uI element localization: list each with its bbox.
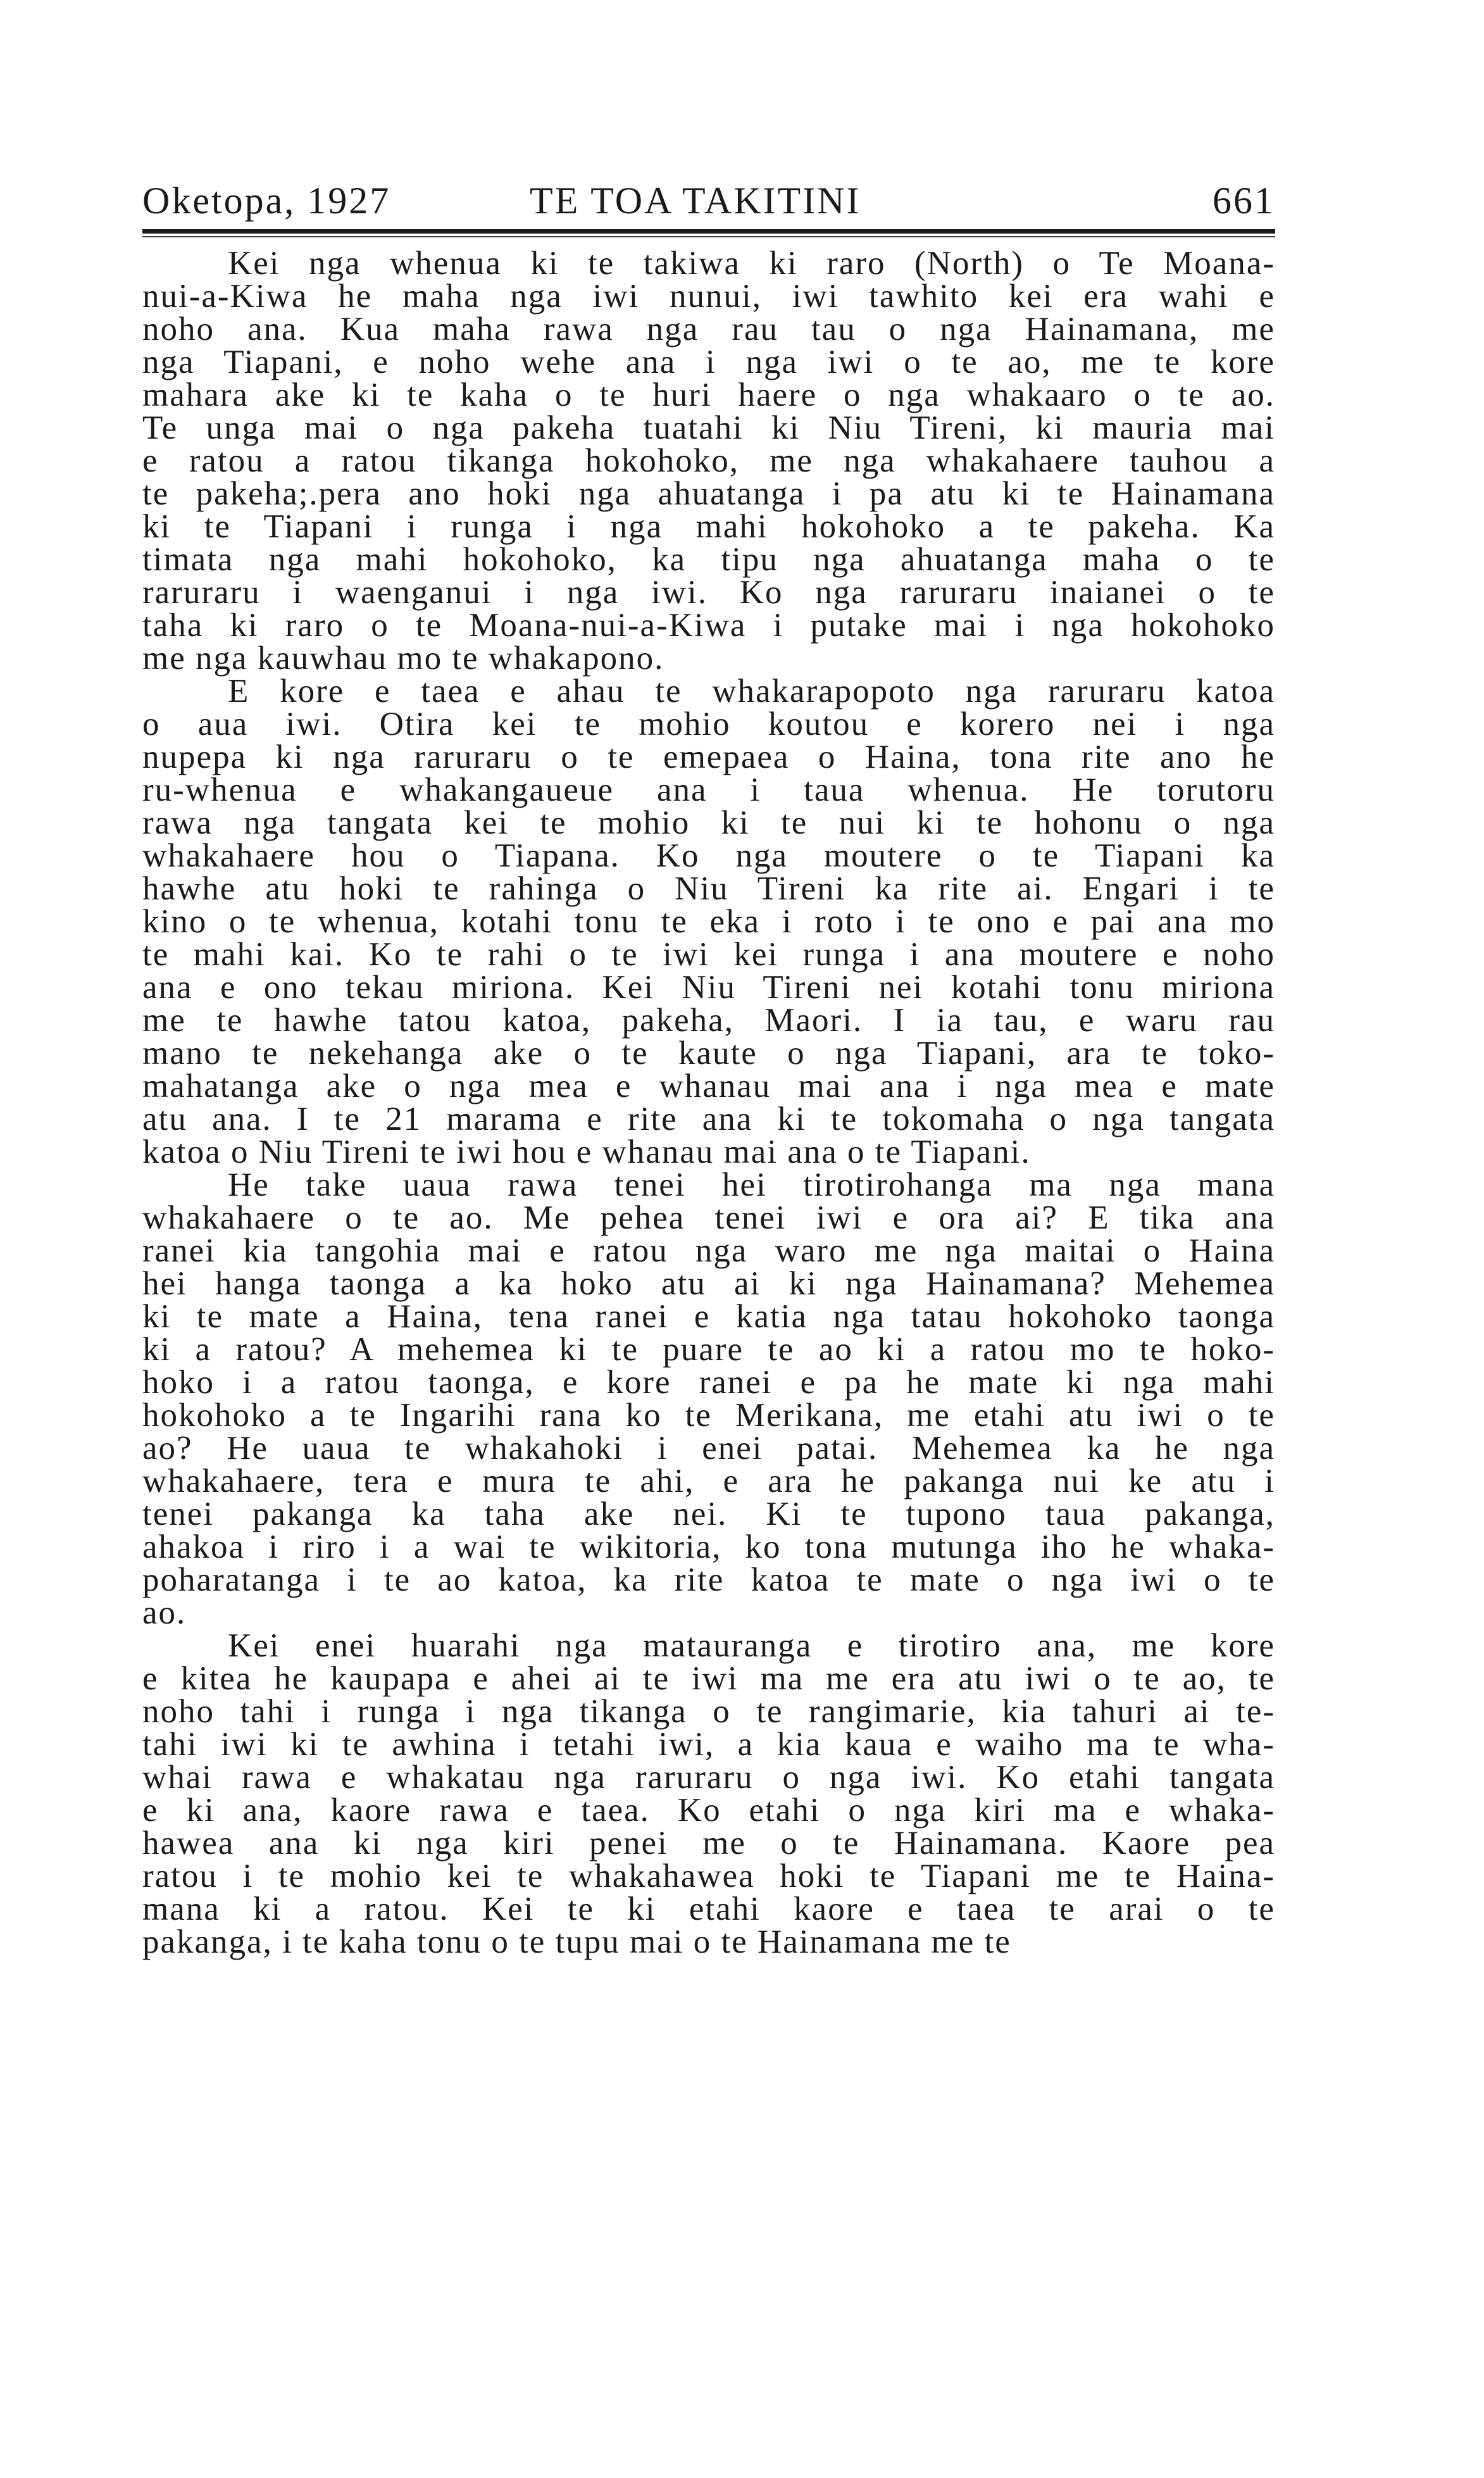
text-line: hoko i a ratou taonga, e kore ranei e pa he mate ki nga mahi — [142, 1364, 1275, 1401]
text-line: timata nga mahi hokohoko, ka tipu nga ahuatanga maha o te — [142, 541, 1275, 578]
text-line: mana ki a ratou. Kei te ki etahi kaore e taea te arai o te — [142, 1891, 1275, 1927]
paragraph — [142, 1629, 1275, 1958]
text-line: raruraru i waenganui i nga iwi. Ko nga raruraru inaianei o te — [142, 574, 1275, 611]
text-line: mahatanga ake o nga mea e whanau mai ana i nga mea e mate — [142, 1068, 1275, 1104]
text-line: whakahaere o te ao. Me pehea tenei iwi e ora ai? E tika ana — [142, 1199, 1275, 1236]
text-line: hawhe atu hoki te rahinga o Niu Tireni ka rite ai. Engari i te — [142, 870, 1275, 907]
text-line: Kei enei huarahi nga matauranga e tirotiro ana, me kore — [228, 1627, 1275, 1664]
text-line: E kore e taea e ahau te whakarapopoto nga raruraru katoa — [228, 673, 1275, 710]
text-line: ahakoa i riro i a wai te wikitoria, ko tona mutunga iho he whaka- — [142, 1529, 1275, 1565]
text-line: hei hanga taonga a ka hoko atu ai ki nga Hainamana? Mehemea — [142, 1265, 1275, 1302]
text-line: te pakeha;.pera ano hoki nga ahuatanga i pa atu ki te Hainamana — [142, 475, 1275, 512]
text-line: poharatanga i te ao katoa, ka rite katoa te mate o nga iwi o te — [142, 1561, 1275, 1598]
text-line: noho tahi i runga i nga tikanga o te rangimarie, kia tahuri ai te- — [142, 1693, 1275, 1730]
text-line: pakanga, i te kaha tonu o te tupu mai o te Hainamana me te — [142, 1924, 1011, 1960]
text-line: ki a ratou? A mehemea ki te puare te ao ki a ratou mo te hoko- — [142, 1331, 1275, 1368]
text-line: rawa nga tangata kei te mohio ki te nui ki te hohonu o nga — [142, 804, 1275, 841]
text-line: He take uaua rawa tenei hei tirotirohanga ma nga mana — [228, 1167, 1275, 1203]
text-line: ranei kia tangohia mai e ratou nga waro me nga maitai o Haina — [142, 1232, 1275, 1269]
header-title: TE TOA TAKITINI — [530, 180, 861, 222]
text-line: ki te Tiapani i runga i nga mahi hokohoko a te pakeha. Ka — [142, 508, 1275, 545]
text-line: ki te mate a Haina, tena ranei e katia nga tatau hokohoko taonga — [142, 1298, 1275, 1335]
text-line: noho ana. Kua maha rawa nga rau tau o nga Hainamana, me — [142, 311, 1275, 347]
article-body — [142, 247, 1275, 1958]
paragraph — [142, 1168, 1275, 1629]
text-line: nga Tiapani, e noho wehe ana i nga iwi o te ao, me te kore — [142, 344, 1275, 380]
text-line: atu ana. I te 21 marama e rite ana ki te tokomaha o nga tangata — [142, 1101, 1275, 1137]
text-line: ao? He uaua te whakahoki i enei patai. Mehemea ka he nga — [142, 1430, 1275, 1467]
text-line: nui-a-Kiwa he maha nga iwi nunui, iwi tawhito kei era wahi e — [142, 278, 1275, 315]
header-date: Oketopa, 1927 — [142, 180, 391, 222]
page-number: 661 — [1213, 180, 1275, 222]
text-line: me nga kauwhau mo te whakapono. — [142, 640, 664, 677]
text-line: Te unga mai o nga pakeha tuatahi ki Niu Tireni, ki mauria mai — [142, 410, 1275, 446]
text-line: ao. — [142, 1594, 187, 1631]
text-line: e ratou a ratou tikanga hokohoko, me nga whakahaere tauhou a — [142, 442, 1275, 479]
text-line: kino o te whenua, kotahi tonu te eka i roto i te ono e pai ana mo — [142, 903, 1275, 940]
text-line: o aua iwi. Otira kei te mohio koutou e korero nei i nga — [142, 706, 1275, 742]
text-line: e ki ana, kaore rawa e taea. Ko etahi o nga kiri ma e whaka- — [142, 1792, 1275, 1829]
text-line: mano te nekehanga ake o te kaute o nga Tiapani, ara te toko- — [142, 1035, 1275, 1072]
text-line: tahi iwi ki te awhina i tetahi iwi, a kia kaua e waiho ma te wha- — [142, 1726, 1275, 1763]
text-line: whakahaere, tera e mura te ahi, e ara he pakanga nui ke atu i — [142, 1463, 1275, 1499]
text-line: ru-whenua e whakangaueue ana i taua whenua. He torutoru — [142, 772, 1275, 808]
text-line: me te hawhe tatou katoa, pakeha, Maori. I ia tau, e waru rau — [142, 1002, 1275, 1039]
text-line: te mahi kai. Ko te rahi o te iwi kei runga i ana moutere e noho — [142, 936, 1275, 973]
text-line: ratou i te mohio kei te whakahawea hoki te Tiapani me te Haina- — [142, 1858, 1275, 1894]
paragraph — [142, 247, 1275, 675]
paragraph — [142, 675, 1275, 1168]
text-line: ana e ono tekau miriona. Kei Niu Tireni nei kotahi tonu miriona — [142, 969, 1275, 1006]
text-line: whai rawa e whakatau nga raruraru o nga iwi. Ko etahi tangata — [142, 1759, 1275, 1796]
text-line: hawea ana ki nga kiri penei me o te Hainamana. Kaore pea — [142, 1825, 1275, 1862]
text-line: mahara ake ki te kaha o te huri haere o nga whakaaro o te ao. — [142, 377, 1275, 413]
header-rule — [142, 229, 1275, 234]
text-line: hokohoko a te Ingarihi rana ko te Merikana, me etahi atu iwi o te — [142, 1397, 1275, 1434]
text-line: katoa o Niu Tireni te iwi hou e whanau mai ana o te Tiapani. — [142, 1134, 1031, 1170]
header-rule-thin — [142, 236, 1275, 237]
text-line: nupepa ki nga raruraru o te emepaea o Haina, tona rite ano he — [142, 739, 1275, 775]
text-line: taha ki raro o te Moana-nui-a-Kiwa i putake mai i nga hokohoko — [142, 607, 1275, 644]
running-header — [142, 179, 1275, 230]
text-line: tenei pakanga ka taha ake nei. Ki te tupono taua pakanga, — [142, 1496, 1275, 1532]
text-line: Kei nga whenua ki te takiwa ki raro (North) o Te Moana- — [228, 245, 1275, 282]
text-line: whakahaere hou o Tiapana. Ko nga moutere o te Tiapani ka — [142, 837, 1275, 874]
text-line: e kitea he kaupapa e ahei ai te iwi ma me era atu iwi o te ao, te — [142, 1660, 1275, 1697]
